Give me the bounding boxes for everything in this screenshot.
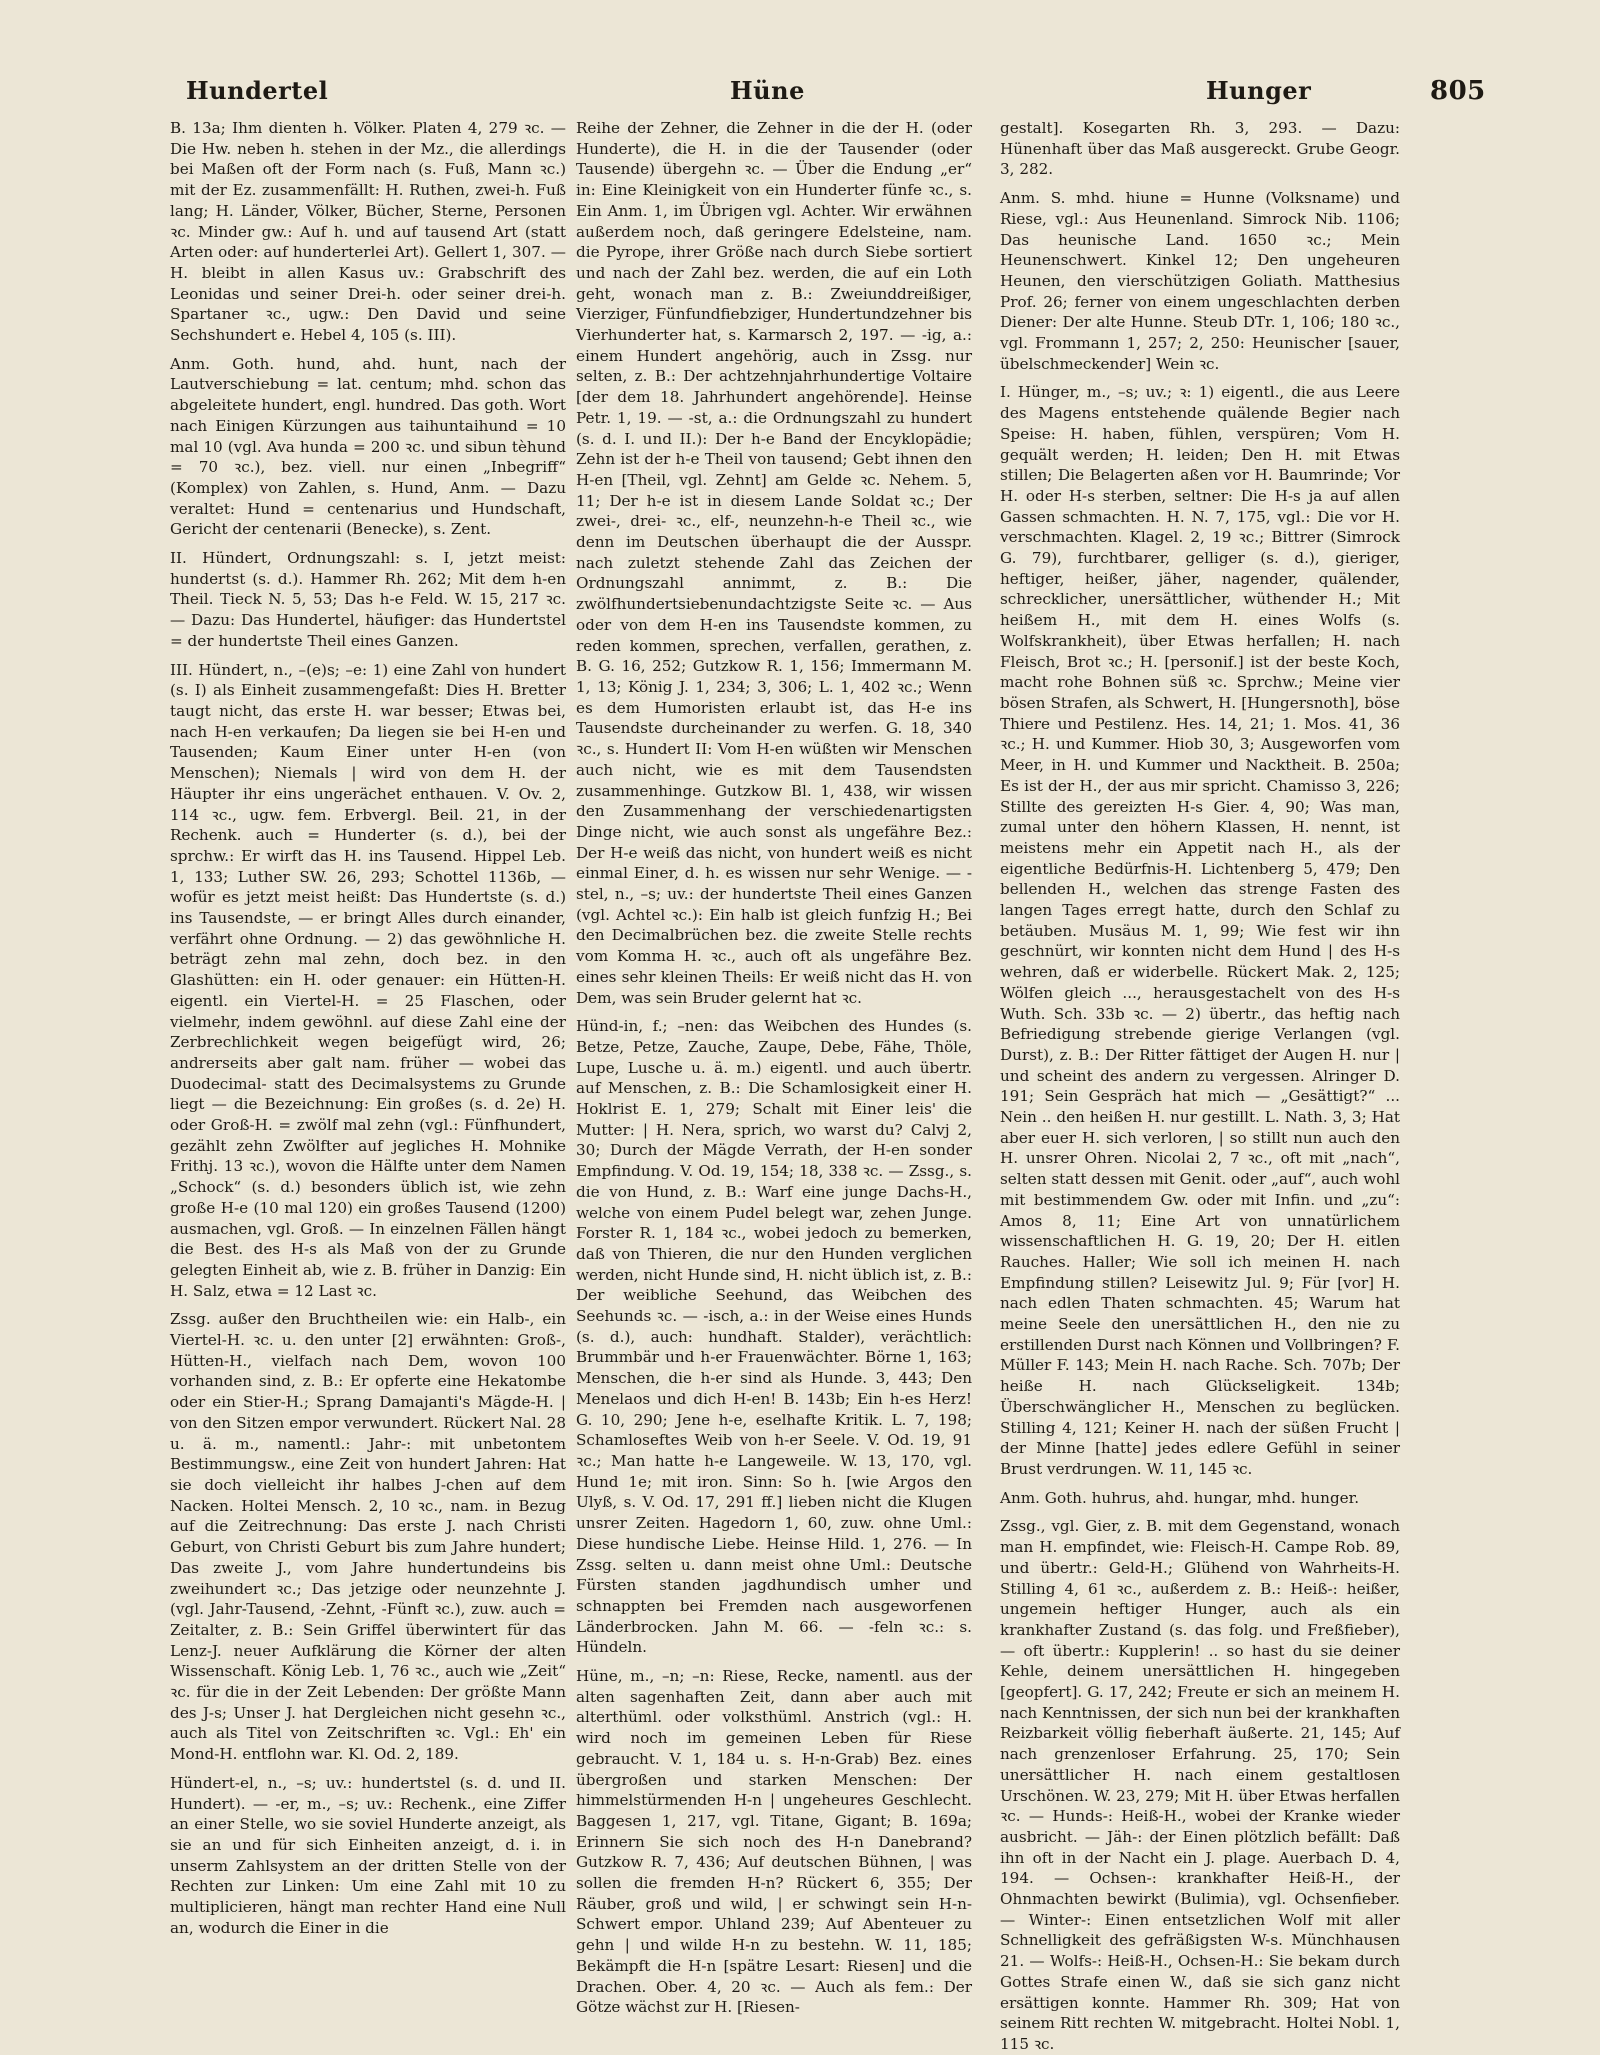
entry-paragraph: B. 13a; Ihm dienten h. Völker. Platen 4, 279 ꝛc. — Die Hw. neben h. stehen in der Mz., die allerdings bei Maßen oft der Form nach (s. Fuß, Mann ꝛc.) mit der Ez. zusammenfällt: H. Ruthen, zwei-h. Fuß lang; H. Länder, Völker, Bücher, Sterne, Personen ꝛc. Minder gw.: Auf h. und auf tausend Art (statt Arten oder: auf hunderterlei Art). Gellert 1, 307. — H. bleibt in allen Kasus uv.: Grabschrift des Leonidas und seiner Drei-h. oder seiner drei-h. Spartaner ꝛc., ugw.: Den David und seine Sechshundert e. Hebel 4, 105 (s. III). (170, 119, 566, 345)
column-middle (576, 118, 972, 2017)
entry-paragraph: Anm. S. mhd. hiune = Hunne (Volksname) und Riese, vgl.: Aus Heunenland. Simrock Nib. 1106; Das heunische Land. 1650 ꝛc.; Mein Heunenschwert. Kinkel 12; Den ungeheuren Heunen, den vierschützigen Goliath. Matthesius Prof. 26; ferner von einem ungeschlachten derben Diener: Der alte Hunne. Steub DTr. 1, 106; 180 ꝛc., vgl. Frommann 1, 257; 2, 250: Heunischer [sauer, übelschmeckender] Wein ꝛc. (1000, 189, 1400, 373)
header-right-catchword: Hunger (1206, 76, 1312, 105)
entry-paragraph: Hüne, m., –n; –n: Riese, Recke, namentl. aus der alten sagenhaften Zeit, dann aber auch mit alterthüml. oder volksthüml. Anstrich (vgl.: H. wird noch im gemeinen Leben für Riese gebraucht. V. 1, 184 u. s. H-n-Grab) Bez. eines übergroßen und starken Menschen: Der himmelstürmenden H-n | ungeheures Geschlecht. Baggesen 1, 217, vgl. Titane, Gigant; B. 169a; Erinnern Sie sich noch des H-n Danebrand? Gutzkow R. 7, 436; Auf deutschen Bühnen, | was sollen die fremden H-n? Rückert 6, 355; Der Räuber, groß und wild, | er schwingt sein H-n-Schwert empor. Uhland 239; Auf Abenteuer zu gehn | und wilde H-n zu bestehn. W. 11, 185; Bekämpft die H-n [spätre Lesart: Riesen] und die Drachen. Ober. 4, 20 ꝛc. — Auch als fem.: Der Götze wächst zur H. [Riesen- (576, 1667, 972, 2017)
header-left-catchword: Hundertel (186, 76, 329, 105)
entry-paragraph: Zssg., vgl. Gier, z. B. mit dem Gegenstand, wonach man H. empfindet, wie: Fleisch-H. Campe Rob. 89, und übertr.: Geld-H.; Glühend von Wahrheits-H. Stilling 4, 61 ꝛc., außerdem z. B.: Heiß-: heißer, ungemein heftiger Hunger, auch als ein krankhafter Zustand (s. das folg. und Freßfieber), — oft übertr.: Kupplerin! .. so hast du sie deiner Kehle, deinem unersättlichen H. hingegeben [geopfert]. G. 17, 242; Freute er sich an meinem H. nach Kenntnissen, der sich nun bei der krankhaften Reizbarkeit völlig fieberhaft äußerte. 21, 145; Auf nach grenzenloser Erfahrung. 25, 170; Sein unersättlicher H. nach einem gestaltlosen Urschönen. W. 23, 279; Mit H. über Etwas herfallen ꝛc. — Hunds-: Heiß-H., wobei der Kranke wieder ausbricht. — Jäh-: der Einen plötzlich befällt: Daß ihn oft in der Nacht ein J. plage. Auerbach D. 4, 194. — Ochsen-: krankhafter Heiß-H., der Ohnmachten bewirkt (Bulimia), vgl. Ochsenfieber. — Winter-: Einen entsetzlichen Wolf mit aller Schnelligkeit des gefräßigsten W-s. Münchhausen 21. — Wolfs-: Heiß-H., Ochsen-H.: Sie bekam durch Gottes Strafe einen W., daß sie sich ganz nicht ersättigen konnte. Hammer Rh. 309; Hat von seinem Ritt rechten W. mitgebracht. Holtei Nobl. 1, 115 ꝛc. (1000, 1517, 1400, 2053)
entry-paragraph: Hündert-el, n., –s; uv.: hundertstel (s. d. und II. Hundert). — -er, m., –s; uv.: Rechenk., eine Ziffer an einer Stelle, wo sie soviel Hunderte anzeigt, als sie an und für sich Einheiten anzeigt, d. i. in unserm Zahlsystem an der dritten Stelle von der Rechten zur Linken: Um eine Zahl mit 10 zu multiplicieren, hängt man rechter Hand eine Null an, wodurch die Einer in die (170, 1773, 566, 1937)
entry-paragraph: Anm. Goth. hund, ahd. hunt, nach der Lautverschiebung = lat. centum; mhd. schon das abgeleitete hundert, engl. hundred. Das goth. Wort nach Einigen Kürzungen aus taihuntaihund = 10 mal 10 (vgl. Ava hunda = 200 ꝛc. und sibun tèhund = 70 ꝛc.), bez. viell. nur einen „Inbegriff“ (Komplex) von Zahlen, s. Hund, Anm. — Dazu veraltet: Hund = centenarius und Hundschaft, Gericht der centenarii (Benecke), s. Zent. (170, 354, 566, 539)
header-center-catchword: Hüne (730, 76, 805, 105)
column-right (1000, 118, 1400, 2053)
running-header (0, 76, 1600, 116)
page-number: 805 (1430, 76, 1486, 106)
entry-paragraph: Hünd-in, f.; –nen: das Weibchen des Hundes (s. Betze, Petze, Zauche, Zaupe, Debe, Fähe, Thöle, Lupe, Lusche u. ä. m.) eigentl. und auch übertr. auf Menschen, z. B.: Die Schamlosigkeit einer H. Hoklrist E. 1, 279; Schalt mit Einer leis' die Mutter: | H. Nera, sprich, wo warst du? Calvj 2, 30; Durch der Mägde Verrath, der H-en sonder Empfindung. V. Od. 19, 154; 18, 338 ꝛc. — Zssg., s. die von Hund, z. B.: Warf eine junge Dachs-H., welche von einem Pudel belegt war, zehen Junge. Forster R. 1, 184 ꝛc., wobei jedoch zu bemerken, daß von Thieren, die nur den Hunden verglichen werden, nicht Hunde sind, H. nicht üblich ist, z. B.: Der weibliche Seehund, das Weibchen des Seehunds ꝛc. — -isch, a.: in der Weise eines Hunds (s. d.), auch: hundhaft. Stalder), verächtlich: Brummbär und h-er Frauenwächter. Börne 1, 163; Menschen, die h-er sind als Hunde. 3, 443; Den Menelaos und dich H-en! B. 143b; Ein h-es Herz! G. 10, 290; Jene h-e, eselhafte Kritik. L. 7, 198; Schamloseftes Weib von h-er Seele. V. Od. 19, 91 ꝛc.; Man hatte h-e Langeweile. W. 13, 170, vgl. Hund 1e; mit iron. Sinn: So h. [wie Argos den Ulyß, s. V. Od. 17, 291 ff.] lieben nicht die Klugen unsrer Zeiten. Hagedorn 1, 60, zuw. ohne Uml.: Diese hundische Liebe. Heinse Hild. 1, 276. — In Zssg. selten u. dann meist ohne Uml.: Deutsche Fürsten standen jagdhundisch umher und schnappten bei Fremden nach ausgeworfenen Länderbrocken. Jahn M. 66. — -feln ꝛc.: s. Hündeln. (576, 1017, 972, 1657)
entry-paragraph: gestalt]. Kosegarten Rh. 3, 293. — Dazu: Hünenhaft über das Maß ausgereckt. Grube Geogr. 3, 282. (1000, 119, 1400, 179)
entry-paragraph: II. Hündert, Ordnungszahl: s. I, jetzt meist: hundertst (s. d.). Hammer Rh. 262; Mit dem h-en Theil. Tieck N. 5, 53; Das h-e Feld. W. 15, 217 ꝛc. — Dazu: Das Hundertel, häufiger: das Hundertstel = der hundertste Theil eines Ganzen. (170, 549, 566, 650)
entry-paragraph: III. Hündert, n., –(e)s; –e: 1) eine Zahl von hundert (s. I) als Einheit zusammengefaßt: Dies H. Bretter taugt nicht, das erste H. war besser; Etwas bei, nach H-en verkaufen; Da liegen sie bei H-en und Tausenden; Kaum Einer unter H-en (von Menschen); Niemals | wird von dem H. der Häupter ihr eins ungerächet enthauen. V. Ov. 2, 114 ꝛc., ugw. fem. Erbvergl. Beil. 21, in der Rechenk. auch = Hunderter (s. d.), bei der sprchw.: Er wirft das H. ins Tausend. Hippel Leb. 1, 133; Luther SW. 26, 293; Schottel 1136b, — wofür es jetzt meist heißt: Das Hundertste (s. d.) ins Tausendste, — er bringt Alles durch einander, verfährt ohne Ordnung. — 2) das gewöhnliche H. beträgt zehn mal zehn, doch bez. in den Glashütten: ein H. oder genauer: ein Hütten-H. eigentl. ein Viertel-H. = 25 Flaschen, oder vielmehr, indem gewöhnl. auf diese Zahl eine der Zerbrechlichkeit wegen beigefügt wird, 26; andrerseits aber galt nam. früher — wobei das Duodecimal- statt des Decimalsystems zu Grunde liegt — die Bezeichnung: Ein großes (s. d. 2e) H. oder Groß-H. = zwölf mal zehn (vgl.: Fünfhundert, gezählt zehn Zwölfter auf jegliches H. Mohnike Frithj. 13 ꝛc.), wovon die Hälfte unter dem Namen „Schock“ (s. d.) besonders üblich ist, wie zehn große H-e (10 mal 120) ein großes Tausend (1200) ausmachen, vgl. Groß. — In einzelnen Fällen hängt die Best. des H-s als Maß von der zu Grunde gelegten Einheit ab, wie z. B. früher in Danzig: Ein H. Salz, etwa = 12 Last ꝛc. (170, 660, 566, 1300)
entry-paragraph: I. Hünger, m., –s; uv.; ꝛ: 1) eigentl., die aus Leere des Magens entstehende quälende Begier nach Speise: H. haben, fühlen, verspüren; Vom H. gequält werden; H. leiden; Den H. mit Etwas stillen; Die Belagerten aßen vor H. Baumrinde; Vor H. oder H-s sterben, seltner: Die H-s ja auf allen Gassen schmachten. H. N. 7, 175, vgl.: Die vor H. verschmachten. Klagel. 2, 19 ꝛc.; Bittrer (Simrock G. 79), furchtbarer, gelliger (s. d.), gieriger, heftiger, heißer, jäher, nagender, quälender, schrecklicher, unersättlicher, wüthender H.; Mit heißem H., mit dem H. eines Wolfs (s. Wolfskrankheit), über Etwas herfallen; H. nach Fleisch, Brot ꝛc.; H. [personif.] ist der beste Koch, macht rohe Bohnen süß ꝛc. Sprchw.; Meine vier bösen Strafen, als Schwert, H. [Hungersnoth], böse Thiere und Pestilenz. Hes. 14, 21; 1. Mos. 41, 36 ꝛc.; H. und Kummer. Hiob 30, 3; Ausgeworfen vom Meer, in H. und Kummer und Nacktheit. B. 250a; Es ist der H., der aus mir spricht. Chamisso 3, 226; Stillte des gereizten H-s Gier. 4, 90; Was man, zumal unter den höhern Klassen, H. nennt, ist meistens mehr ein Appetit nach H., als der eigentliche Bedürfnis-H. Lichtenberg 5, 479; Den bellenden H., welchen das strenge Fasten des langen Tages erregt hatte, durch den Schlaf zu betäuben. Musäus M. 1, 99; Wie fest wir ihn geschnürt, wir konnten nicht dem Hund | des H-s wehren, daß er widerbelle. Rückert Mak. 2, 125; Wölfen gleich ..., herausgestachelt von des H-s Wuth. Sch. 33b ꝛc. — 2) übertr., das heftig nach Befriedigung strebende gierige Verlangen (vgl. Durst), z. B.: Der Ritter fättiget der Augen H. nur | und scheint des andern zu vergessen. Alringer D. 191; Sein Gespräch hat mich — „Gesättigt?“ ... Nein .. den heißen H. nur gestillt. L. Nath. 3, 3; Hat aber euer H. sich verloren, | so stillt nun auch den H. unsrer Ohren. Nicolai 2, 7 ꝛc., oft mit „nach“, selten statt dessen mit Genit. oder „auf“, auch wohl mit bestimmendem Gw. oder mit Infin. und „zu“: Amos 8, 11; Eine Art von unnatürlichem wissenschaftlichen H. G. 19, 20; Der H. eitlen Rauches. Haller; Wie soll ich meinen H. nach Empfindung stillen? Leisewitz Jul. 9; Für [vor] H. nach edlen Thaten schmachten. 45; Warum hat meine Seele den unersättlichen H., den nie zu erstillenden Durst nach Können und Vollbringen? F. Müller F. 143; Mein H. nach Rache. Sch. 707b; Der heiße H. nach Glückseligkeit. 134b; Überschwänglicher H., Menschen zu beglücken. Stilling 4, 121; Keiner H. nach der süßen Frucht | der Minne [hatte] jedes edlere Gefühl in seiner Brust verdrungen. W. 11, 145 ꝛc. (1000, 383, 1400, 1478)
entry-paragraph: Reihe der Zehner, die Zehner in die der H. (oder Hunderte), die H. in die der Tausender (oder Tausende) übergehn ꝛc. — Über die Endung „er“ in: Eine Kleinigkeit von ein Hunderter fünfe ꝛc., s. Ein Anm. 1, im Übrigen vgl. Achter. Wir erwähnen außerdem noch, daß geringere Edelsteine, nam. die Pyrope, ihrer Größe nach durch Siebe sortiert und nach der Zahl bez. werden, die auf ein Loth geht, wonach man z. B.: Zweiunddreißiger, Vierziger, Fünfundfiebziger, Hundertundzehner bis Vierhunderter hat, s. Karmarsch 2, 197. — -ig, a.: einem Hundert angehörig, auch in Zssg. nur selten, z. B.: Der achtzehnjahrhundertige Voltaire [der dem 18. Jahrhundert angehörende]. Heinse Petr. 1, 19. — -st, a.: die Ordnungszahl zu hundert (s. d. I. und II.): Der h-e Band der Encyklopädie; Zehn ist der h-e Theil von tausend; Gebt ihnen den H-en [Theil, vgl. Zehnt] am Gelde ꝛc. Nehem. 5, 11; Der h-e ist in diesem Lande Soldat ꝛc.; Der zwei-, drei- ꝛc., elf-, neunzehn-h-e Theil ꝛc., wie denn im Deutschen überhaupt die der Ausspr. nach zuletzt stehende Zahl das Zeichen der Ordnungszahl annimmt, z. B.: Die zwölfhundertsiebenundachtzigste Seite ꝛc. — Aus oder von dem H-en ins Tausendste kommen, zu reden kommen, sprechen, verfallen, gerathen, z. B. G. 16, 252; Gutzkow R. 1, 156; Immermann M. 1, 13; König J. 1, 234; 3, 306; L. 1, 402 ꝛc.; Wenn es dem Humoristen erlaubt ist, das H-e ins Tausendste durcheinander zu werfen. G. 18, 340 ꝛc., s. Hundert II: Vom H-en wüßten wir Menschen auch nicht, wie es mit dem Tausendsten zusammenhinge. Gutzkow Bl. 1, 438, wir wissen den Zusammenhang der verschiedenartigsten Dinge nicht, wie auch sonst als ungefähre Bez.: Der H-e weiß das nicht, von hundert weiß es nicht einmal Einer, d. h. es wissen nur sehr Wenige. — -stel, n., –s; uv.: der hundertste Theil eines Ganzen (vgl. Achtel ꝛc.): Ein halb ist gleich funfzig H.; Bei den Decimalbrüchen bez. die zweite Stelle rechts vom Komma H. ꝛc., auch oft als ungefähre Bez. eines sehr kleinen Theils: Er weiß nicht das H. von Dem, was sein Bruder gelernt hat ꝛc. (576, 119, 972, 1007)
entry-paragraph: Zssg. außer den Bruchtheilen wie: ein Halb-, ein Viertel-H. ꝛc. u. den unter [2] erwähnten: Groß-, Hütten-H., vielfach nach Dem, wovon 100 vorhanden sind, z. B.: Er opferte eine Hekatombe oder ein Stier-H.; Sprang Damajanti's Mägde-H. | von den Sitzen empor verwundert. Rückert Nal. 28 u. ä. m., namentl.: Jahr-: mit unbetontem Bestimmungsw., eine Zeit von hundert Jahren: Hat sie doch vielleicht ihr halbes J-chen auf dem Nacken. Holtei Mensch. 2, 10 ꝛc., nam. in Bezug auf die Zeitrechnung: Das erste J. nach Christi Geburt, von Christi Geburt bis zum Jahre hundert; Das zweite J., vom Jahre hundertundeins bis zweihundert ꝛc.; Das jetzige oder neunzehnte J. (vgl. Jahr-Tausend, -Zehnt, -Fünft ꝛc.), zuw. auch = Zeitalter, z. B.: Sein Griffel überwintert für das Lenz-J. neuer Aufklärung die Körner der alten Wissenschaft. König Leb. 1, 76 ꝛc., auch wie „Zeit“ ꝛc. für die in der Zeit Lebenden: Der größte Mann des J-s; Unser J. hat Dergleichen nicht gesehn ꝛc., auch als Titel von Zeitschriften ꝛc. Vgl.: Eh' ein Mond-H. entflohn war. Kl. Od. 2, 189. (170, 1310, 566, 1764)
entry-paragraph: Anm. Goth. huhrus, ahd. hungar, mhd. hunger. (1000, 1488, 1360, 1507)
column-left (170, 118, 566, 1998)
